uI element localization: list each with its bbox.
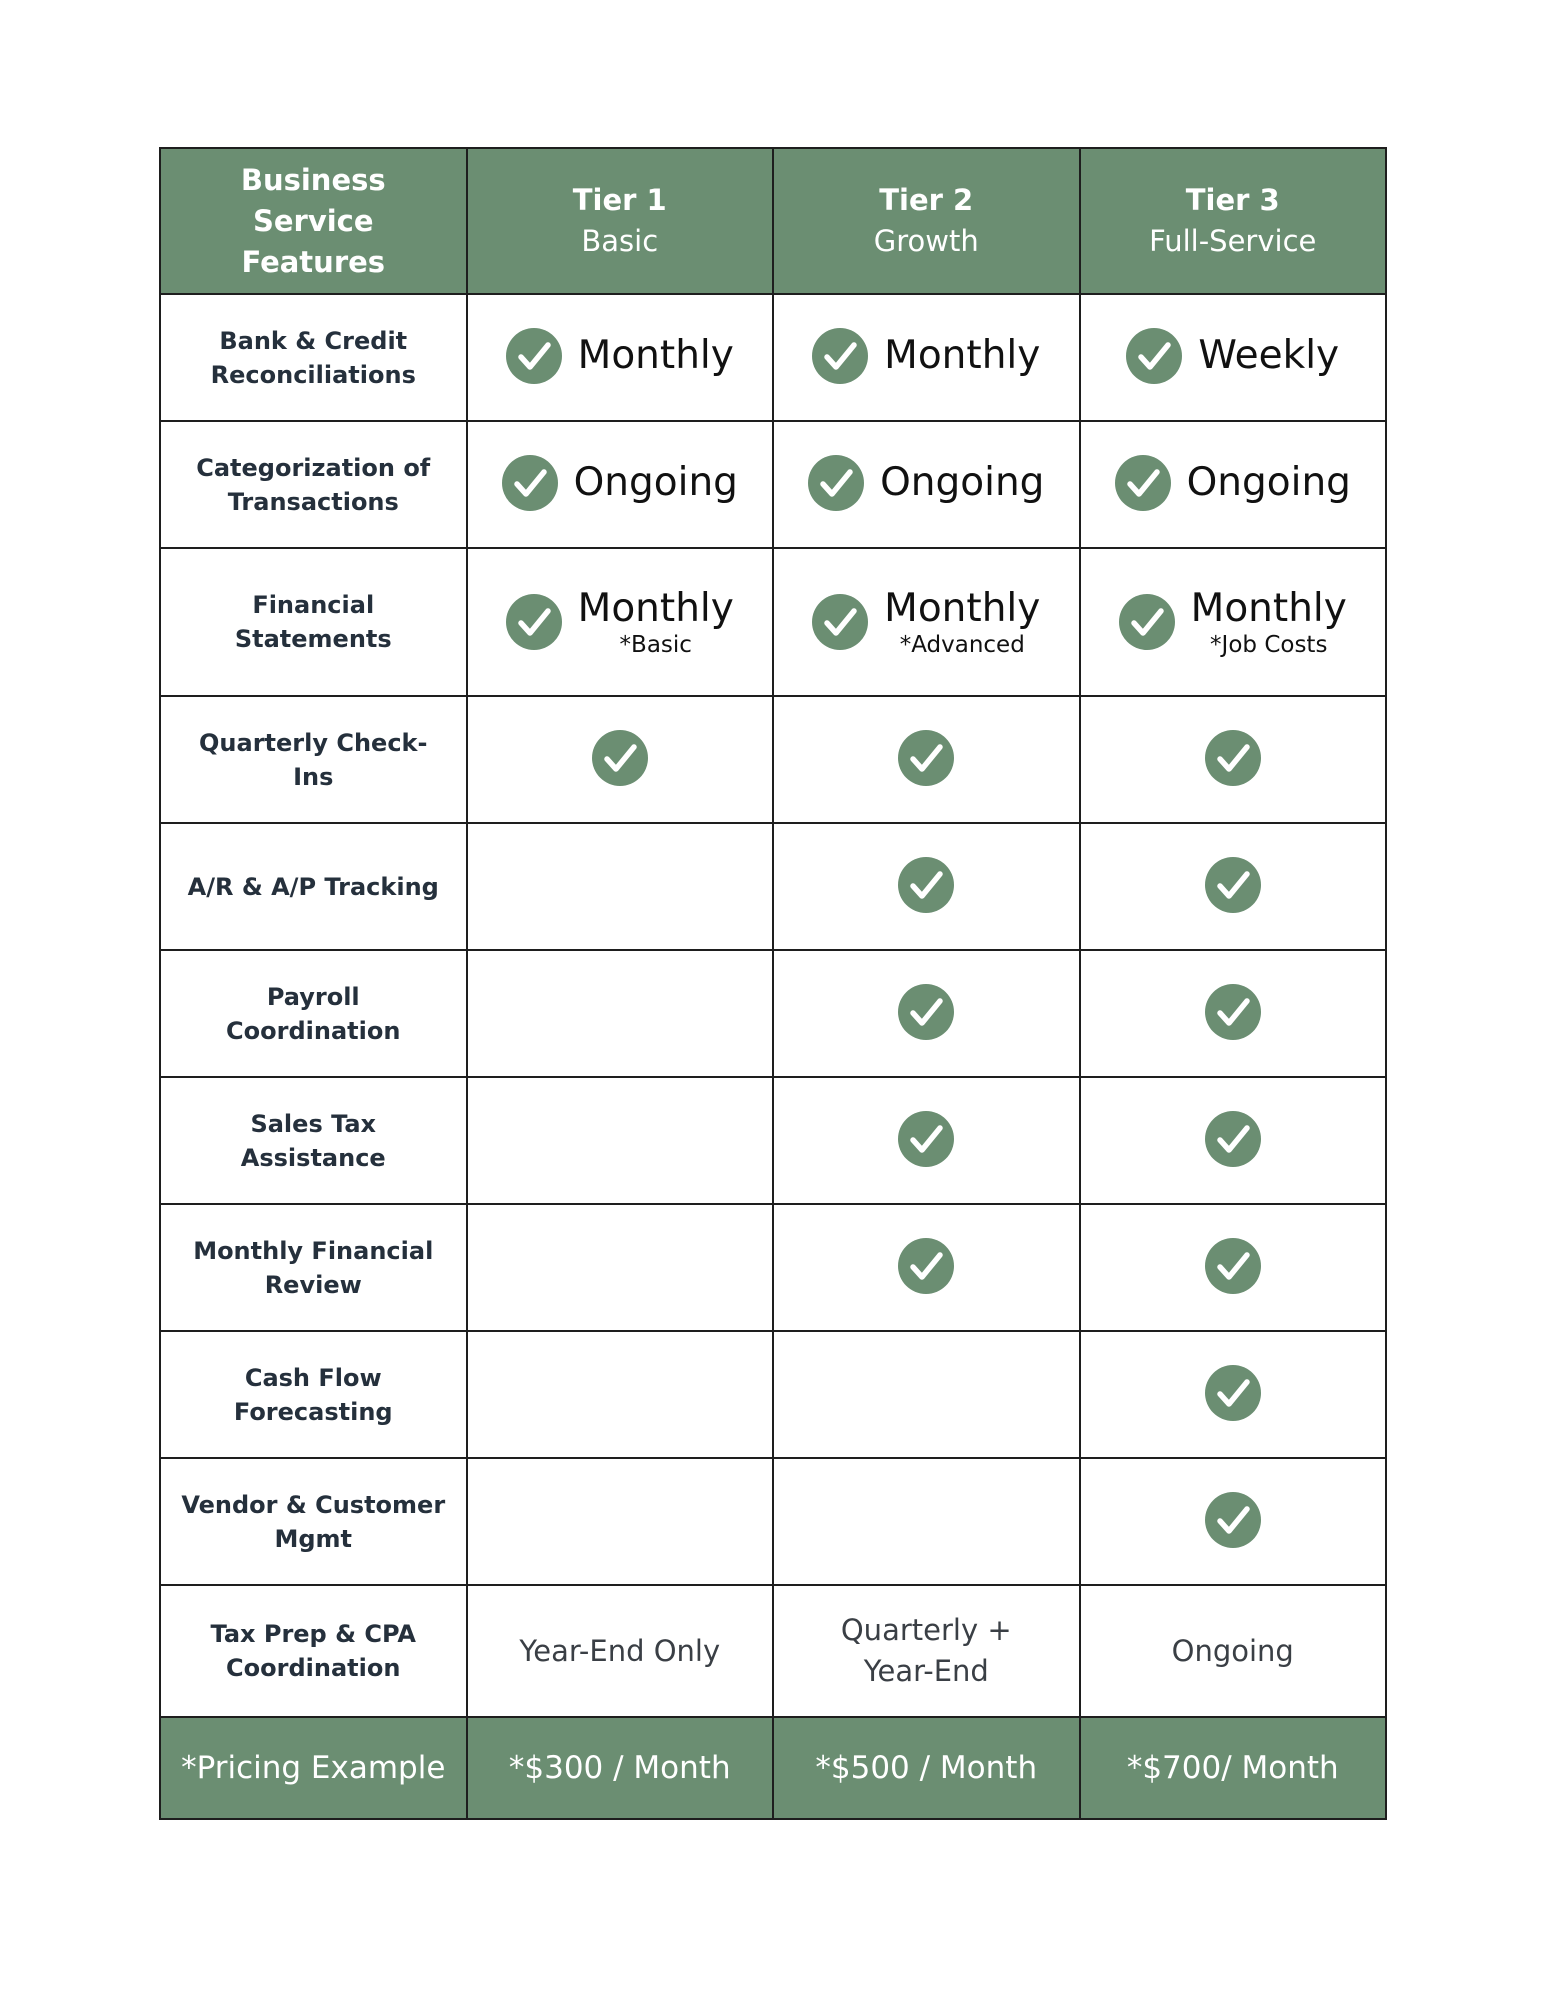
feature-label: Cash Flow Forecasting bbox=[233, 1363, 393, 1426]
frequency-text: Ongoing bbox=[1186, 459, 1351, 505]
tier-2-name: Tier 2 bbox=[879, 183, 974, 217]
included-indicator bbox=[1205, 1492, 1261, 1548]
included-indicator bbox=[502, 455, 738, 511]
check-circle-icon bbox=[592, 730, 648, 786]
frequency-note: *Advanced bbox=[899, 632, 1025, 658]
tier-3-cell bbox=[1080, 548, 1387, 696]
included-indicator bbox=[808, 455, 1044, 511]
feature-row bbox=[160, 950, 1386, 1077]
tier-3-cell bbox=[1080, 1585, 1387, 1717]
check-circle-icon bbox=[1205, 730, 1261, 786]
included-indicator bbox=[1205, 1111, 1261, 1167]
pricing-label: *Pricing Example bbox=[160, 1717, 467, 1819]
tier-2-cell bbox=[773, 294, 1080, 421]
service-tier-table bbox=[159, 147, 1387, 1820]
feature-row bbox=[160, 294, 1386, 421]
tier-2-cell bbox=[773, 696, 1080, 823]
tier-3-name: Tier 3 bbox=[1185, 183, 1280, 217]
included-indicator bbox=[1205, 857, 1261, 913]
check-circle-icon bbox=[1115, 455, 1171, 511]
frequency-value bbox=[1198, 333, 1339, 379]
frequency-text: Ongoing bbox=[573, 459, 738, 505]
frequency-text: Ongoing bbox=[880, 459, 1045, 505]
feature-cell bbox=[160, 548, 467, 696]
tier-1-cell bbox=[467, 696, 774, 823]
feature-cell bbox=[160, 1585, 467, 1717]
check-circle-icon bbox=[502, 455, 558, 511]
included-indicator bbox=[1119, 586, 1347, 658]
check-circle-icon bbox=[1126, 328, 1182, 384]
tax-prep-tier-1: Year-End Only bbox=[519, 1633, 721, 1668]
check-circle-icon bbox=[812, 594, 868, 650]
tier-3-price: *$700/ Month bbox=[1080, 1717, 1387, 1819]
tier-2-cell bbox=[773, 950, 1080, 1077]
tier-1-cell bbox=[467, 1458, 774, 1585]
feature-row bbox=[160, 1204, 1386, 1331]
tier-1-cell bbox=[467, 1331, 774, 1458]
frequency-value bbox=[578, 333, 734, 379]
feature-label: Vendor & Customer Mgmt bbox=[181, 1490, 446, 1553]
check-circle-icon bbox=[1205, 1238, 1261, 1294]
feature-label: Monthly Financial Review bbox=[193, 1236, 434, 1299]
included-indicator bbox=[812, 586, 1040, 658]
check-circle-icon bbox=[1205, 1365, 1261, 1421]
feature-label: Bank & Credit Reconciliations bbox=[210, 326, 416, 389]
included-indicator bbox=[1126, 328, 1339, 384]
frequency-text: Monthly bbox=[1190, 586, 1347, 631]
tier-1-cell bbox=[467, 823, 774, 950]
pricing-row bbox=[160, 1717, 1386, 1819]
check-circle-icon bbox=[898, 857, 954, 913]
frequency-value bbox=[1191, 586, 1347, 658]
frequency-note: *Job Costs bbox=[1210, 632, 1328, 658]
check-circle-icon bbox=[1119, 594, 1175, 650]
feature-cell bbox=[160, 1458, 467, 1585]
check-circle-icon bbox=[812, 328, 868, 384]
tier-1-subtitle: Basic bbox=[581, 224, 659, 258]
features-title: Business Service Features bbox=[240, 162, 386, 279]
tier-3-subtitle: Full-Service bbox=[1149, 224, 1317, 258]
feature-label: Categorization of Transactions bbox=[196, 453, 431, 516]
check-circle-icon bbox=[898, 1111, 954, 1167]
check-circle-icon bbox=[808, 455, 864, 511]
feature-row bbox=[160, 421, 1386, 548]
tax-prep-tier-2: Quarterly + Year-End bbox=[840, 1613, 1012, 1688]
frequency-text: Weekly bbox=[1198, 332, 1340, 378]
feature-cell bbox=[160, 294, 467, 421]
included-indicator bbox=[1115, 455, 1351, 511]
feature-cell bbox=[160, 1204, 467, 1331]
feature-rows bbox=[160, 294, 1386, 1585]
tier-2-cell bbox=[773, 421, 1080, 548]
included-indicator bbox=[898, 1238, 954, 1294]
included-indicator bbox=[506, 328, 734, 384]
feature-row bbox=[160, 823, 1386, 950]
frequency-value bbox=[884, 586, 1040, 658]
tier-2-header bbox=[773, 148, 1080, 294]
included-indicator bbox=[506, 586, 734, 658]
frequency-text: Monthly bbox=[884, 332, 1041, 378]
included-indicator bbox=[898, 1111, 954, 1167]
tier-3-cell bbox=[1080, 696, 1387, 823]
feature-cell bbox=[160, 950, 467, 1077]
check-circle-icon bbox=[1205, 1492, 1261, 1548]
tier-1-cell bbox=[467, 950, 774, 1077]
check-circle-icon bbox=[898, 984, 954, 1040]
feature-label: Sales Tax Assistance bbox=[240, 1109, 386, 1172]
feature-cell bbox=[160, 1077, 467, 1204]
tier-1-cell bbox=[467, 1585, 774, 1717]
check-circle-icon bbox=[898, 730, 954, 786]
included-indicator bbox=[1205, 1365, 1261, 1421]
frequency-value bbox=[880, 460, 1044, 506]
tier-2-cell bbox=[773, 1585, 1080, 1717]
included-indicator bbox=[898, 984, 954, 1040]
frequency-value bbox=[884, 333, 1040, 379]
included-indicator bbox=[898, 857, 954, 913]
tier-3-header bbox=[1080, 148, 1387, 294]
tier-1-cell bbox=[467, 1077, 774, 1204]
tier-2-cell bbox=[773, 548, 1080, 696]
header-row bbox=[160, 148, 1386, 294]
tier-3-cell bbox=[1080, 950, 1387, 1077]
tier-1-cell bbox=[467, 421, 774, 548]
included-indicator bbox=[898, 730, 954, 786]
tier-3-cell bbox=[1080, 1458, 1387, 1585]
tier-1-cell bbox=[467, 294, 774, 421]
tier-3-cell bbox=[1080, 1077, 1387, 1204]
frequency-value bbox=[574, 460, 738, 506]
tier-3-cell bbox=[1080, 823, 1387, 950]
check-circle-icon bbox=[506, 594, 562, 650]
check-circle-icon bbox=[898, 1238, 954, 1294]
check-circle-icon bbox=[1205, 857, 1261, 913]
feature-row bbox=[160, 548, 1386, 696]
check-circle-icon bbox=[1205, 1111, 1261, 1167]
included-indicator bbox=[812, 328, 1040, 384]
tier-3-cell bbox=[1080, 294, 1387, 421]
frequency-value bbox=[578, 586, 734, 658]
included-indicator bbox=[1205, 1238, 1261, 1294]
tier-3-cell bbox=[1080, 421, 1387, 548]
tier-2-cell bbox=[773, 823, 1080, 950]
frequency-value bbox=[1187, 460, 1351, 506]
feature-cell bbox=[160, 823, 467, 950]
frequency-text: Monthly bbox=[577, 586, 734, 631]
feature-cell bbox=[160, 421, 467, 548]
frequency-text: Monthly bbox=[884, 586, 1041, 631]
tier-1-cell bbox=[467, 548, 774, 696]
feature-row bbox=[160, 1077, 1386, 1204]
tier-2-price: *$500 / Month bbox=[773, 1717, 1080, 1819]
tier-2-cell bbox=[773, 1331, 1080, 1458]
frequency-text: Monthly bbox=[577, 332, 734, 378]
check-circle-icon bbox=[506, 328, 562, 384]
tier-3-cell bbox=[1080, 1204, 1387, 1331]
tier-1-name: Tier 1 bbox=[572, 183, 667, 217]
included-indicator bbox=[1205, 730, 1261, 786]
tier-1-price: *$300 / Month bbox=[467, 1717, 774, 1819]
feature-label: A/R & A/P Tracking bbox=[187, 872, 439, 901]
tier-2-subtitle: Growth bbox=[873, 224, 979, 258]
feature-label: Quarterly Check-Ins bbox=[199, 728, 428, 791]
tax-prep-tier-3: Ongoing bbox=[1171, 1633, 1294, 1668]
tier-2-cell bbox=[773, 1077, 1080, 1204]
feature-label: Tax Prep & CPA Coordination bbox=[210, 1620, 416, 1682]
tier-1-cell bbox=[467, 1204, 774, 1331]
features-header bbox=[160, 148, 467, 294]
feature-row bbox=[160, 1331, 1386, 1458]
tier-1-header bbox=[467, 148, 774, 294]
tax-prep-row bbox=[160, 1585, 1386, 1717]
feature-row bbox=[160, 1458, 1386, 1585]
feature-cell bbox=[160, 696, 467, 823]
included-indicator bbox=[1205, 984, 1261, 1040]
included-indicator bbox=[592, 730, 648, 786]
feature-cell bbox=[160, 1331, 467, 1458]
feature-label: Financial Statements bbox=[234, 591, 392, 653]
check-circle-icon bbox=[1205, 984, 1261, 1040]
tier-2-cell bbox=[773, 1458, 1080, 1585]
tier-2-cell bbox=[773, 1204, 1080, 1331]
tier-3-cell bbox=[1080, 1331, 1387, 1458]
feature-label: Payroll Coordination bbox=[226, 982, 401, 1045]
frequency-note: *Basic bbox=[619, 632, 692, 658]
feature-row bbox=[160, 696, 1386, 823]
